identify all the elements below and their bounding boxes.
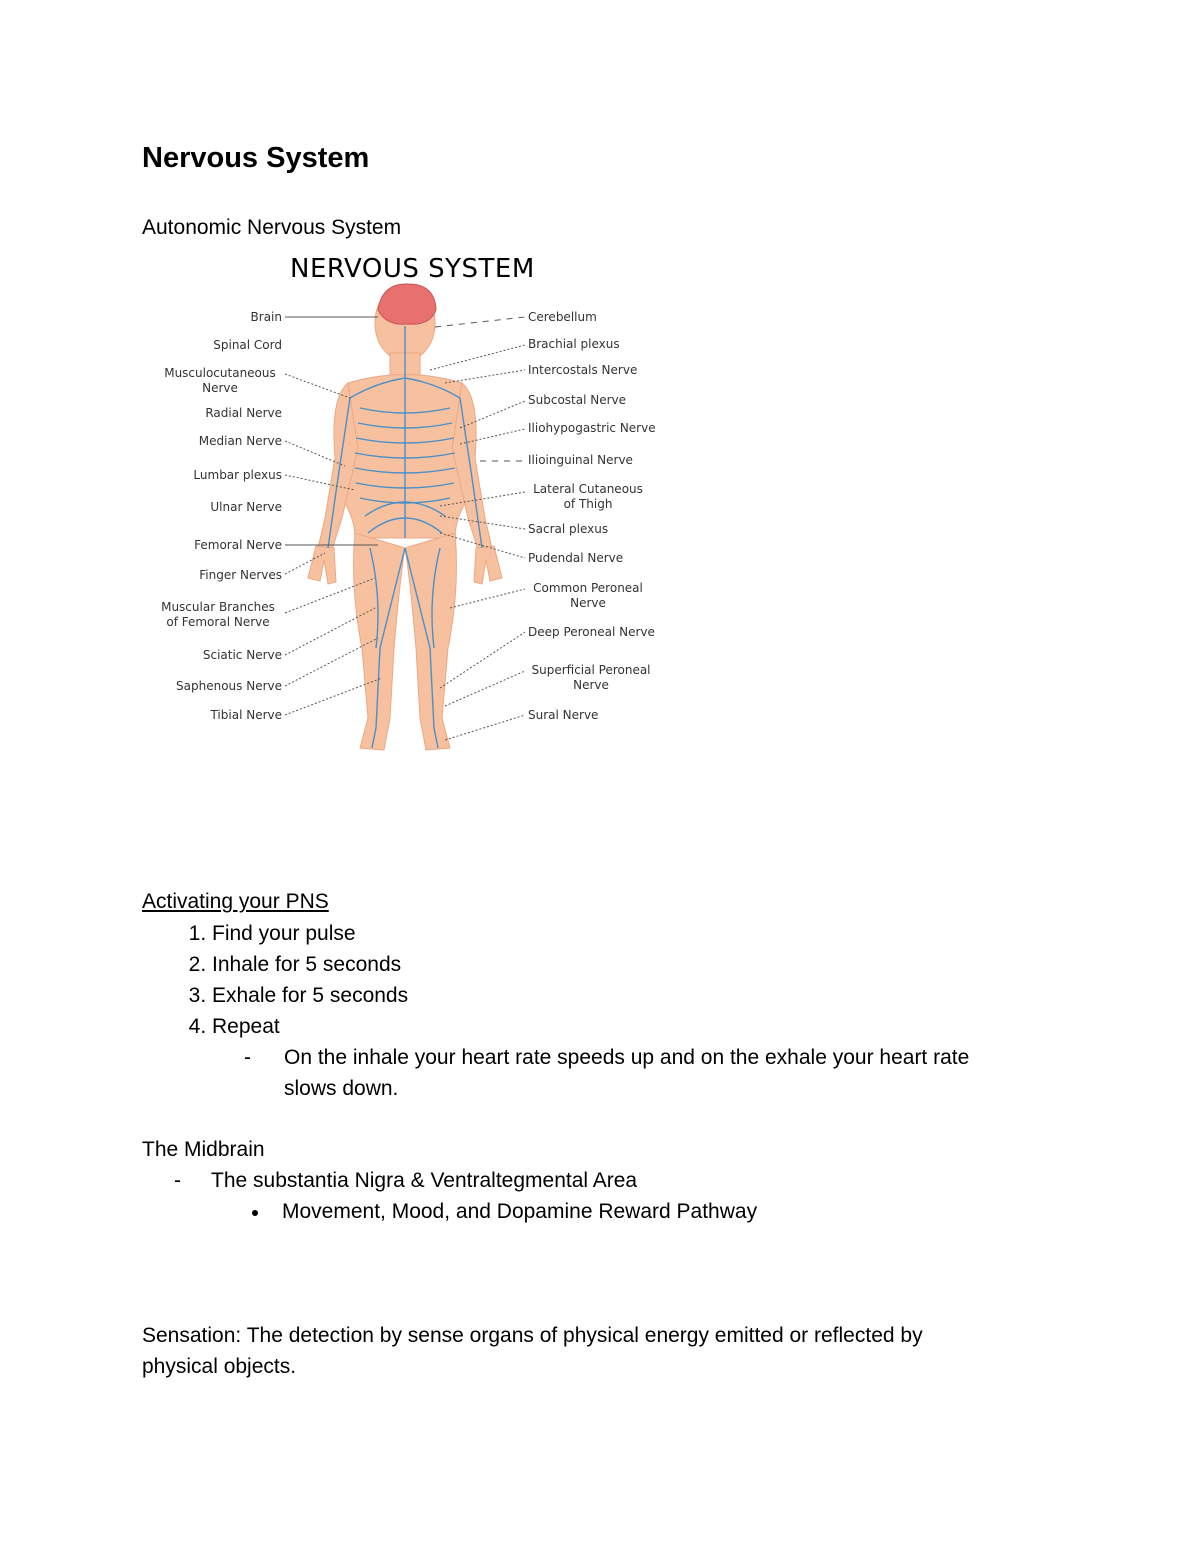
label-muscular-branches-femoral: Muscular Branches of Femoral Nerve [161,600,275,629]
label-iliohypogastric-nerve: Iliohypogastric Nerve [528,421,656,435]
label-saphenous-nerve: Saphenous Nerve [176,679,282,693]
label-musculocutaneous-nerve: Musculocutaneous Nerve [164,366,276,395]
list-item: 1. Find your pulse [212,918,1062,949]
label-common-peroneal-nerve: Common Peroneal Nerve [533,581,643,610]
midbrain-item [174,1165,874,1196]
label-tibial-nerve: Tibial Nerve [210,708,282,722]
midbrain-subitem [250,1196,950,1227]
label-brain: Brain [250,310,282,324]
list-item: 2. Inhale for 5 seconds [212,949,1062,980]
label-ilioinguinal-nerve: Ilioinguinal Nerve [528,453,633,467]
label-sciatic-nerve: Sciatic Nerve [202,648,282,662]
dash-marker: - [244,1046,251,1069]
label-pudendal-nerve: Pudendal Nerve [528,551,624,565]
sensation-line-2: physical objects. [142,1355,297,1378]
label-deep-peroneal-nerve: Deep Peroneal Nerve [528,625,655,639]
human-body-illustration [150,248,680,788]
label-superficial-peroneal-nerve: Superficial Peroneal Nerve [531,663,651,692]
nervous-system-diagram [150,248,680,788]
dash-marker: - [174,1169,181,1192]
diagram-title: NERVOUS SYSTEM [290,254,535,284]
label-spinal-cord: Spinal Cord [213,338,282,352]
page-title: Nervous System [142,142,370,174]
list-item: 4. Repeat [212,1011,1062,1042]
midbrain-item-text: The substantia Nigra & Ventraltegmental Area [211,1169,638,1192]
label-radial-nerve: Radial Nerve [205,406,282,420]
label-ulnar-nerve: Ulnar Nerve [210,500,282,514]
label-lateral-cutaneous-thigh: Lateral Cutaneous of Thigh [533,482,643,511]
label-intercostals-nerve: Intercostals Nerve [528,363,638,377]
midbrain-heading: The Midbrain [142,1138,265,1161]
label-median-nerve: Median Nerve [198,434,282,448]
pns-note [244,1042,1104,1104]
pns-heading: Activating your PNS [142,890,329,913]
label-lumbar-plexus: Lumbar plexus [193,468,282,482]
bullet-icon [252,1210,258,1216]
sensation-line-1: Sensation: The detection by sense organs of physical energy emitted or reflected by [142,1324,923,1347]
label-finger-nerves: Finger Nerves [199,568,282,582]
label-cerebellum: Cerebellum [528,310,597,324]
pns-steps-list [142,918,1062,1042]
list-item: 3. Exhale for 5 seconds [212,980,1062,1011]
label-brachial-plexus: Brachial plexus [528,337,620,351]
label-sacral-plexus: Sacral plexus [528,522,609,536]
label-sural-nerve: Sural Nerve [528,708,599,722]
section-subtitle: Autonomic Nervous System [142,216,402,239]
label-femoral-nerve: Femoral Nerve [194,538,282,552]
midbrain-subitem-text: Movement, Mood, and Dopamine Reward Pathway [282,1200,758,1223]
pns-note-line-1: On the inhale your heart rate speeds up and on the exhale your heart rate [284,1046,970,1069]
pns-note-line-2: slows down. [284,1077,399,1100]
label-subcostal-nerve: Subcostal Nerve [528,393,627,407]
